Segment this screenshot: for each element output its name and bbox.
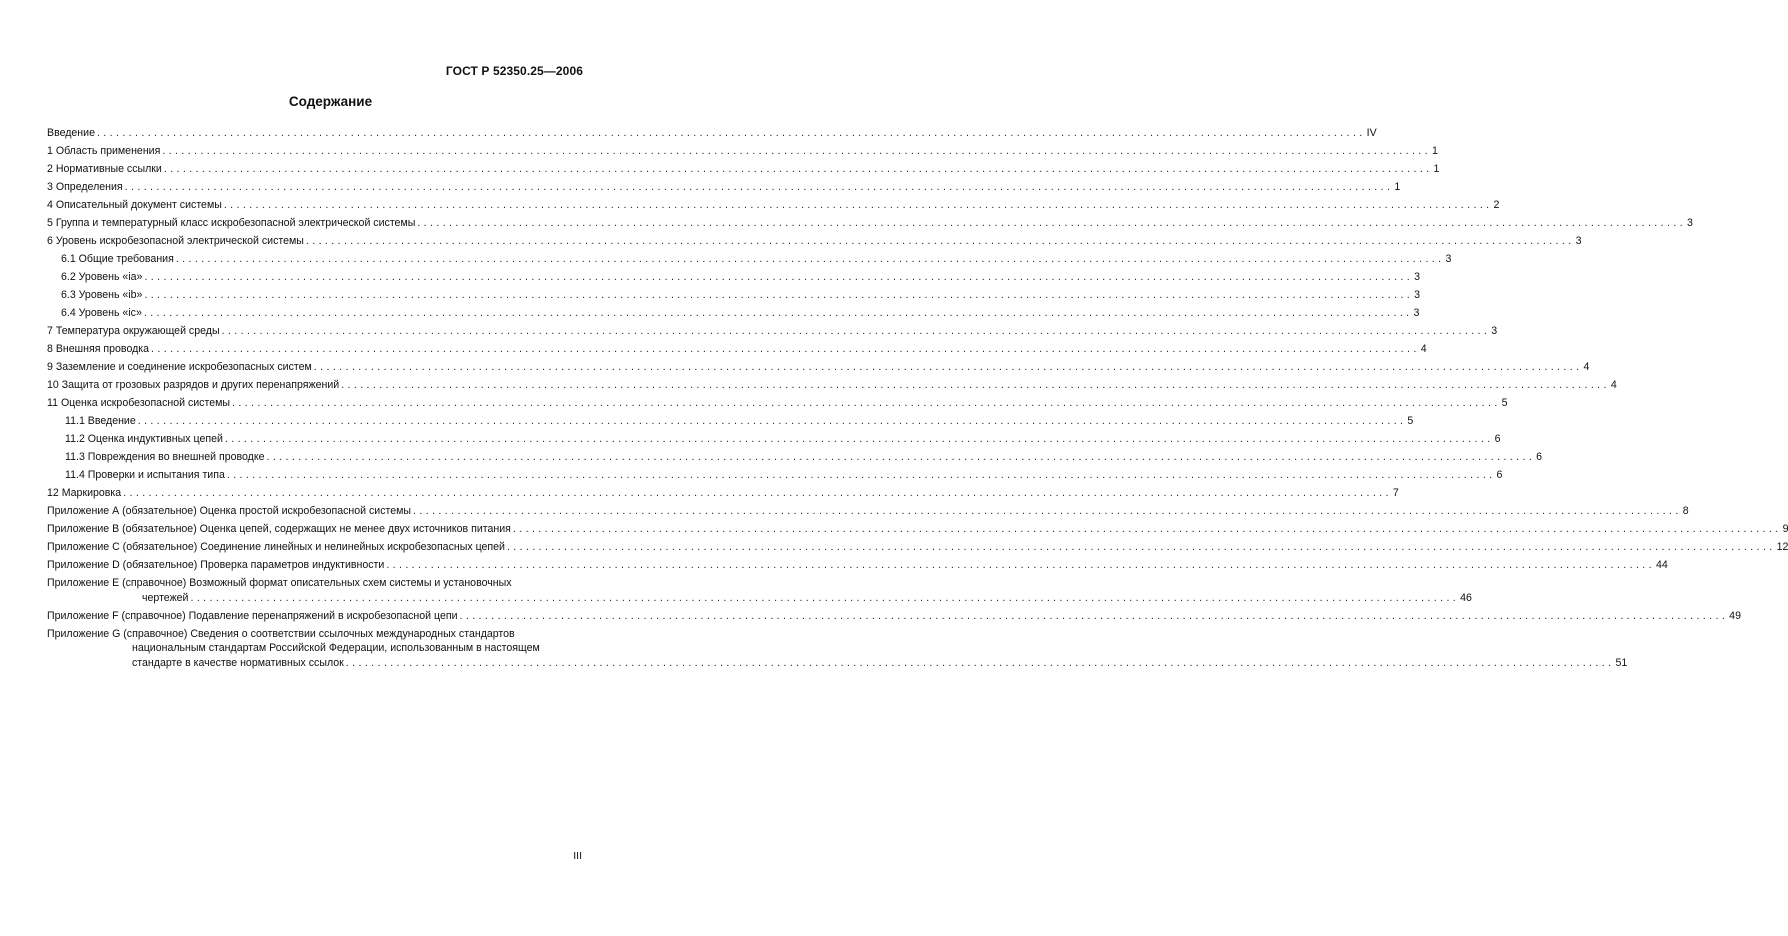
dot-leader: ........................................................................................................................................................................................................ <box>96 127 1366 139</box>
toc-entry-page: IV <box>1366 127 1377 139</box>
toc-entry-title: 11.3 Повреждения во внешней проводке <box>65 451 265 463</box>
dot-leader: ........................................................................................................................................................................................................ <box>124 181 1394 193</box>
toc-entry-page: 9 <box>1782 523 1788 535</box>
dot-leader: ........................................................................................................................................................................................................ <box>345 656 1615 669</box>
dot-leader: ........................................................................................................................................................................................................ <box>459 609 1729 622</box>
toc-entry-title: 5 Группа и температурный класс искробезопасной электрической системы <box>47 217 416 229</box>
dot-leader: ........................................................................................................................................................................................................ <box>162 145 1431 157</box>
toc-entry-title: 9 Заземление и соединение искробезопасных систем <box>47 361 312 373</box>
toc-appendix-entry[interactable] <box>47 609 1741 624</box>
toc-entry[interactable] <box>47 360 1590 375</box>
toc-entry-page: 44 <box>1655 559 1668 571</box>
dot-leader: ........................................................................................................................................................................................................ <box>190 591 1460 604</box>
toc-entry-title: 10 Защита от грозовых разрядов и других перенапряжений <box>47 379 340 391</box>
toc-entry-title: 8 Внешняя проводка <box>47 343 150 355</box>
doc-code: ГОСТ Р 52350.25—2006 <box>445 64 583 78</box>
dot-leader: ........................................................................................................................................................................................................ <box>232 397 1501 409</box>
toc-entry-page: 51 <box>1615 656 1628 669</box>
toc-entry[interactable] <box>47 486 1399 501</box>
toc-entry-title-line: Приложение G (справочное) Сведения о соответствии ссылочных международных стандартов <box>47 627 515 640</box>
toc-entry-page: 7 <box>1392 487 1399 499</box>
dot-leader: ........................................................................................................................................................................................................ <box>144 271 1414 283</box>
toc-entry-page: 6 <box>1536 451 1543 463</box>
dot-leader: ........................................................................................................................................................................................................ <box>386 559 1655 571</box>
toc-entry[interactable] <box>47 144 1438 159</box>
dot-leader: ........................................................................................................................................................................................................ <box>226 469 1496 481</box>
dot-leader: ........................................................................................................................................................................................................ <box>223 199 1493 211</box>
toc-entry-title: 6.4 Уровень «ic» <box>61 307 142 319</box>
toc-entry-page: 49 <box>1729 609 1741 622</box>
toc-entry-title: Введение <box>47 127 95 139</box>
toc-entry-title: Приложение А (обязательное) Оценка простой искробезопасной системы <box>47 505 412 517</box>
toc-entry-title: 1 Область применения <box>47 145 161 157</box>
toc-entry-title: 6.2 Уровень «ia» <box>61 271 143 283</box>
toc-entry-page: 3 <box>1413 307 1420 319</box>
toc-entry-page: 5 <box>1501 397 1508 409</box>
toc-entry-title: 11.1 Введение <box>65 415 136 427</box>
toc-entry-page: 1 <box>1394 181 1401 193</box>
dot-leader: ........................................................................................................................................................................................................ <box>506 541 1776 553</box>
toc-subentry[interactable] <box>47 468 1503 483</box>
toc-entry-page: 8 <box>1682 505 1689 517</box>
toc-entry[interactable] <box>47 324 1498 339</box>
toc-entry-page: 3 <box>1687 217 1693 229</box>
toc-entry[interactable] <box>47 216 1693 231</box>
toc-entry-title: 6.3 Уровень «ib» <box>61 289 143 301</box>
toc-entry-page: 3 <box>1445 253 1452 265</box>
toc-entry-title-line: стандарте в качестве нормативных ссылок <box>132 656 344 669</box>
toc-entry[interactable] <box>47 180 1401 195</box>
toc-subentry[interactable] <box>47 270 1421 285</box>
toc-appendix-entry[interactable] <box>47 558 1668 573</box>
toc-subentry[interactable] <box>47 414 1414 429</box>
toc-subentry[interactable] <box>47 306 1420 321</box>
dot-leader: ........................................................................................................................................................................................................ <box>413 505 1682 517</box>
dot-leader: ........................................................................................................................................................................................................ <box>341 379 1610 391</box>
toc-entry-page: 3 <box>1414 271 1421 283</box>
toc-entry-title: 4 Описательный документ системы <box>47 199 222 211</box>
toc-subentry[interactable] <box>47 450 1543 465</box>
toc-entry[interactable] <box>47 198 1500 213</box>
toc-appendix-entry[interactable] <box>47 627 1628 671</box>
toc-entry-title: 6 Уровень искробезопасной электрической системы <box>47 235 304 247</box>
toc-entry-title: 3 Определения <box>47 181 123 193</box>
toc-entry-title: 11.2 Оценка индуктивных цепей <box>65 433 223 445</box>
dot-leader: ........................................................................................................................................................................................................ <box>221 325 1491 337</box>
toc-entry[interactable] <box>47 126 1377 141</box>
page-title: Содержание <box>288 94 373 109</box>
toc-entry[interactable] <box>47 378 1617 393</box>
toc-entry-title-line: национальным стандартам Российской Федерации, использованным в настоящем <box>132 642 540 654</box>
toc-entry-page: 3 <box>1491 325 1498 337</box>
toc-entry-title: Приложение D (обязательное) Проверка параметров индуктивности <box>47 559 385 571</box>
toc-subentry[interactable] <box>47 288 1421 303</box>
toc-entry-page: 1 <box>1431 145 1438 157</box>
dot-leader: ........................................................................................................................................................................................................ <box>144 289 1414 301</box>
toc-entry-title: Приложение С (обязательное) Соединение линейных и нелинейных искробезопасных цепей <box>47 541 505 553</box>
toc-entry-title: 11 Оценка искробезопасной системы <box>47 397 231 409</box>
toc-entry-page: 3 <box>1575 235 1582 247</box>
toc-entry-page: 3 <box>1414 289 1421 301</box>
dot-leader: ........................................................................................................................................................................................................ <box>175 253 1445 265</box>
dot-leader: ........................................................................................................................................................................................................ <box>417 217 1686 229</box>
toc-subentry[interactable] <box>47 432 1501 447</box>
toc-appendix-entry[interactable] <box>47 522 1788 537</box>
toc-entry-page: 6 <box>1496 469 1503 481</box>
toc-appendix-entry[interactable] <box>47 504 1689 519</box>
toc-entry[interactable] <box>47 396 1508 411</box>
toc-entry-page: 4 <box>1420 343 1427 355</box>
toc-entry-page: 4 <box>1610 379 1617 391</box>
toc-entry[interactable] <box>47 234 1582 249</box>
toc-entry[interactable] <box>47 162 1440 177</box>
dot-leader: ........................................................................................................................................................................................................ <box>123 487 1392 499</box>
toc-entry-title: 2 Нормативные ссылки <box>47 163 162 175</box>
toc-entry-page: 12 <box>1776 541 1788 553</box>
toc-entry-title: 12 Маркировка <box>47 487 122 499</box>
toc-entry-title: 11.4 Проверки и испытания типа <box>65 469 225 481</box>
toc-entry-title: Приложение В (обязательное) Оценка цепей, содержащих не менее двух источников питания <box>47 523 511 535</box>
dot-leader: ........................................................................................................................................................................................................ <box>137 415 1407 427</box>
table-of-contents <box>47 126 1788 674</box>
toc-appendix-entry[interactable] <box>47 540 1788 555</box>
dot-leader: ........................................................................................................................................................................................................ <box>313 361 1583 373</box>
dot-leader: ........................................................................................................................................................................................................ <box>512 523 1782 535</box>
dot-leader: ........................................................................................................................................................................................................ <box>163 163 1433 175</box>
page-number: III <box>573 850 582 862</box>
toc-entry-title: 7 Температура окружающей среды <box>47 325 220 337</box>
toc-entry-title: 6.1 Общие требования <box>61 253 174 265</box>
dot-leader: ........................................................................................................................................................................................................ <box>224 433 1494 445</box>
toc-appendix-entry[interactable] <box>47 576 1472 605</box>
toc-entry-page: 4 <box>1583 361 1590 373</box>
toc-entry-page: 1 <box>1433 163 1440 175</box>
toc-entry-page: 5 <box>1407 415 1414 427</box>
toc-entry-page: 6 <box>1494 433 1501 445</box>
toc-entry-title-line: чертежей <box>142 591 189 604</box>
dot-leader: ........................................................................................................................................................................................................ <box>266 451 1536 463</box>
dot-leader: ........................................................................................................................................................................................................ <box>151 343 1420 355</box>
toc-entry-page: 46 <box>1460 591 1472 604</box>
toc-subentry[interactable] <box>47 252 1452 267</box>
toc-entry-title-line: Приложение Е (справочное) Возможный формат описательных схем системы и установочных <box>47 577 512 589</box>
toc-entry-title: Приложение F (справочное) Подавление перенапряжений в искробезопасной цепи <box>47 609 458 622</box>
dot-leader: ........................................................................................................................................................................................................ <box>305 235 1575 247</box>
toc-entry-page: 2 <box>1493 199 1500 211</box>
dot-leader: ........................................................................................................................................................................................................ <box>143 307 1413 319</box>
toc-entry[interactable] <box>47 342 1427 357</box>
